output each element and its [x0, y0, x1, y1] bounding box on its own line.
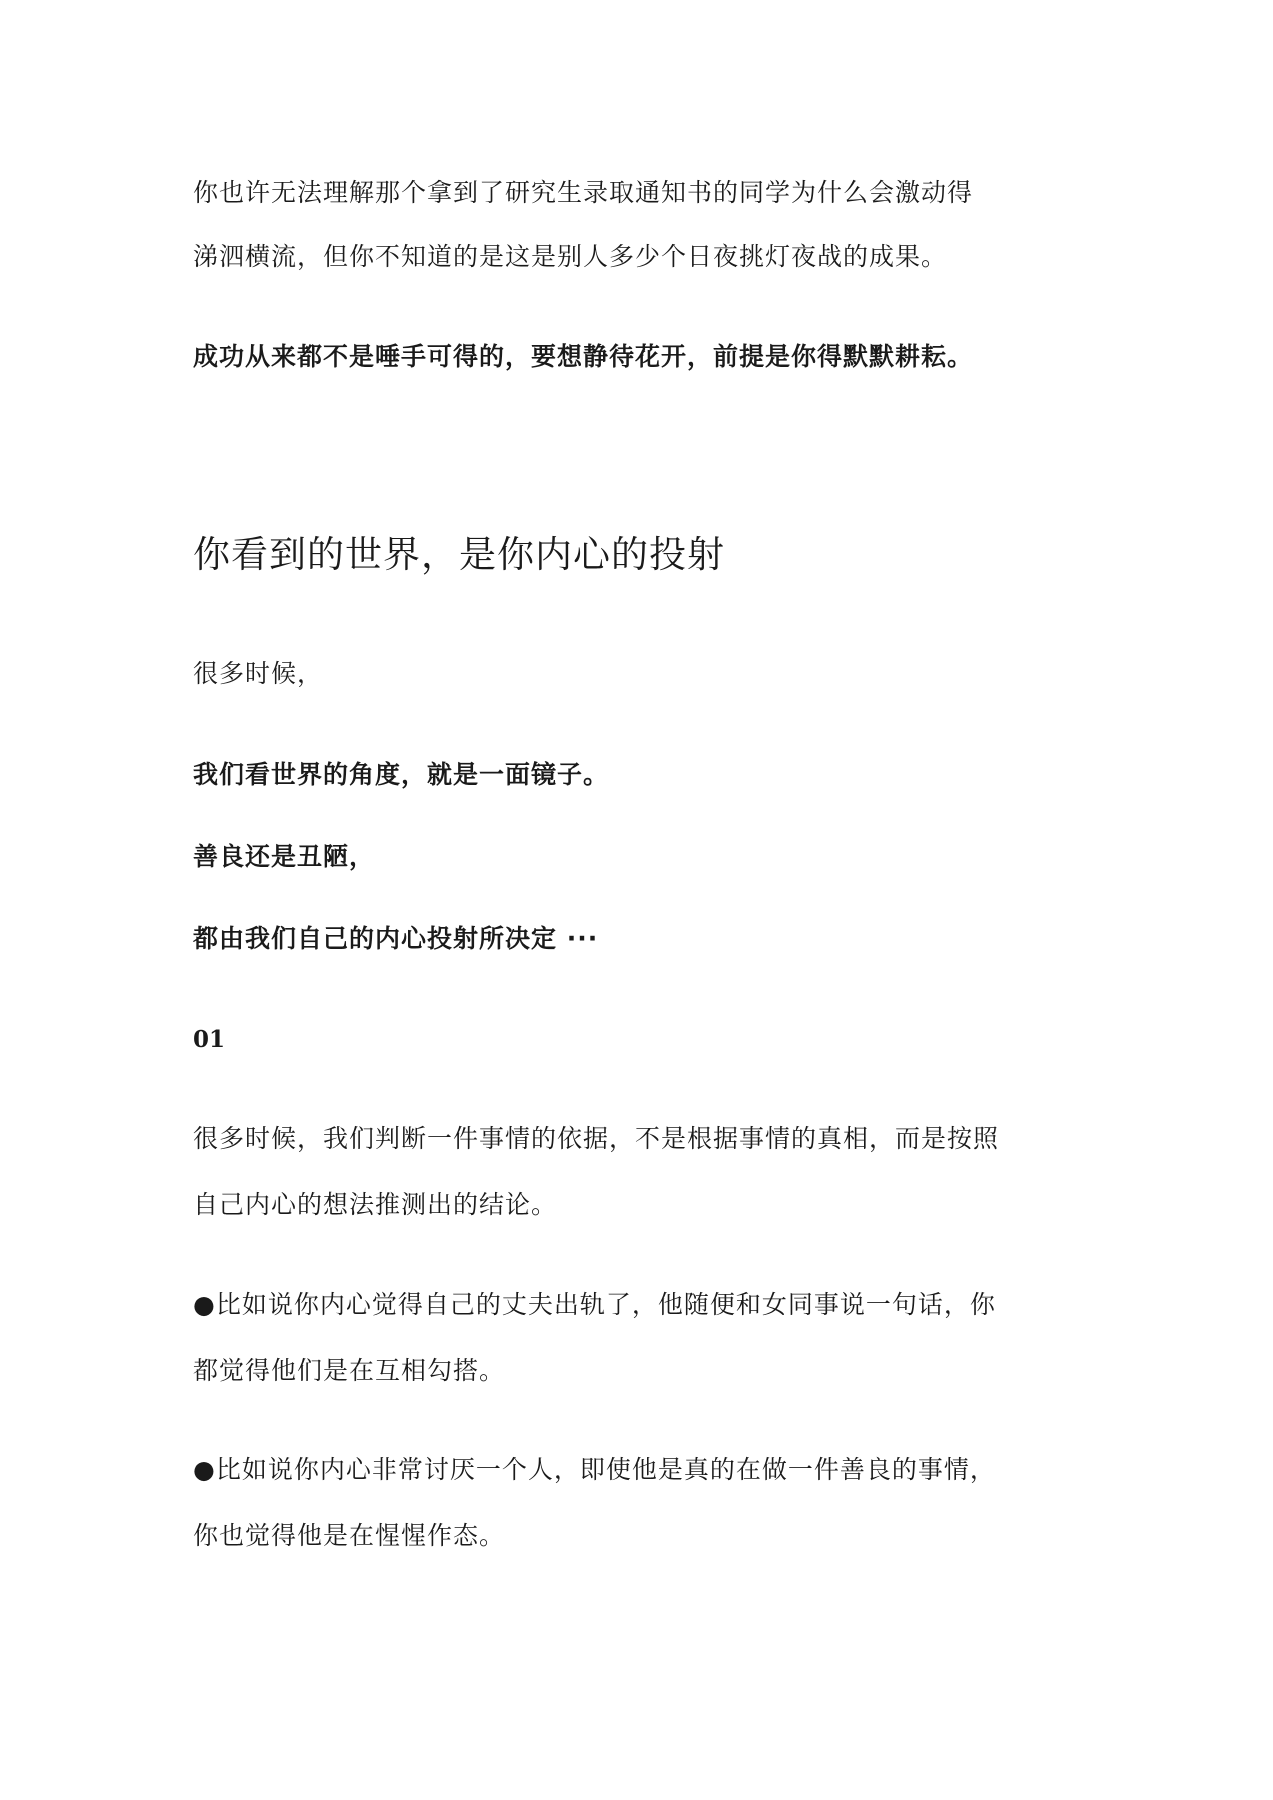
- section-heading: 你看到的世界，是你内心的投射: [193, 533, 725, 576]
- bold-paragraph: 善良还是丑陋，: [193, 842, 376, 871]
- bullet-line: 你也觉得他是在惺惺作态。: [193, 1521, 506, 1550]
- paragraph-line: 你也许无法理解那个拿到了研究生录取通知书的同学为什么会激动得: [193, 178, 974, 207]
- bullet-line: ●比如说你内心觉得自己的丈夫出轨了，他随便和女同事说一句话，你: [193, 1290, 996, 1319]
- section-number: 01: [193, 1026, 226, 1053]
- bold-paragraph: 都由我们自己的内心投射所决定 ···: [193, 924, 599, 953]
- bullet-line: 都觉得他们是在互相勾搭。: [193, 1356, 506, 1385]
- bold-paragraph: 成功从来都不是唾手可得的，要想静待花开，前提是你得默默耕耘。: [193, 342, 974, 371]
- bullet-line: ●比如说你内心非常讨厌一个人，即使他是真的在做一件善良的事情，: [193, 1455, 996, 1484]
- bold-paragraph: 我们看世界的角度，就是一面镜子。: [193, 760, 610, 789]
- paragraph: 很多时候，: [193, 659, 324, 688]
- paragraph-line: 很多时候，我们判断一件事情的依据，不是根据事情的真相，而是按照: [193, 1124, 1000, 1153]
- paragraph-line: 涕泗横流，但你不知道的是这是别人多少个日夜挑灯夜战的成果。: [193, 242, 948, 271]
- paragraph-line: 自己内心的想法推测出的结论。: [193, 1190, 558, 1219]
